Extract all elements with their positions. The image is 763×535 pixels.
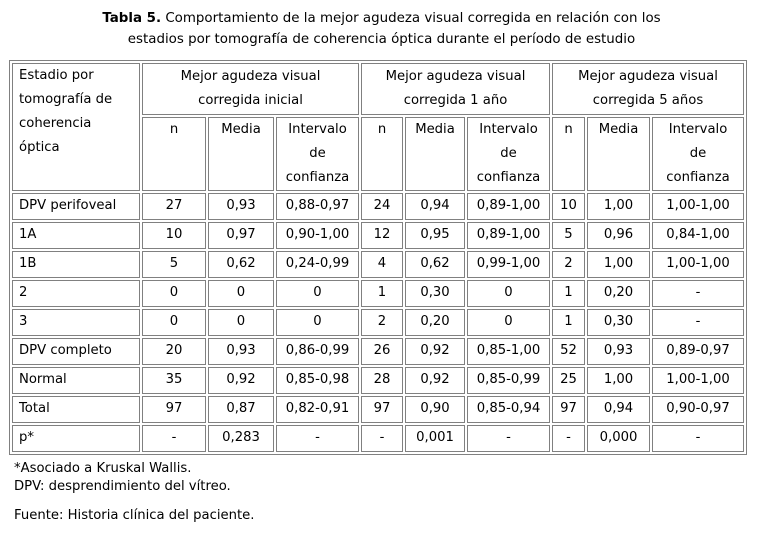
cell-n-5y: 10 <box>552 193 585 220</box>
cell-n-1y: 12 <box>361 222 403 249</box>
subheader-ci-line: confianza <box>476 170 541 185</box>
cell-media-initial: 0 <box>208 280 274 307</box>
subheader-ci <box>652 117 744 191</box>
group-header-initial <box>142 63 359 115</box>
cell-media-initial: 0 <box>208 309 274 336</box>
table-row <box>12 280 744 307</box>
cell-ci-5y: 0,84-1,00 <box>652 222 744 249</box>
row-stage: Normal <box>12 367 140 394</box>
table-row <box>12 251 744 278</box>
table-row <box>12 367 744 394</box>
subheader-n: n <box>361 117 403 191</box>
table-row <box>12 338 744 365</box>
subheader-ci <box>467 117 550 191</box>
cell-media-initial: 0,92 <box>208 367 274 394</box>
cell-media-1y: 0,62 <box>405 251 465 278</box>
subheader-ci-line: confianza <box>285 170 350 185</box>
subheader-ci-line: Intervalo <box>668 122 728 137</box>
cell-media-initial: 0,87 <box>208 396 274 423</box>
subheader-ci-line: Intervalo <box>479 122 538 137</box>
subheader-ci-line: Intervalo <box>288 122 347 137</box>
cell-media-initial: 0,283 <box>208 425 274 452</box>
cell-media-5y: 1,00 <box>587 367 650 394</box>
subheader-media: Media <box>208 117 274 191</box>
cell-media-1y: 0,20 <box>405 309 465 336</box>
cell-n-initial: 35 <box>142 367 206 394</box>
cell-media-5y: 1,00 <box>587 251 650 278</box>
cell-media-1y: 0,90 <box>405 396 465 423</box>
cell-n-initial: 10 <box>142 222 206 249</box>
cell-ci-1y: - <box>467 425 550 452</box>
stage-header-line: óptica <box>19 140 60 155</box>
subheader-media: Media <box>587 117 650 191</box>
cell-ci-5y: 0,89-0,97 <box>652 338 744 365</box>
cell-ci-1y: 0,85-1,00 <box>467 338 550 365</box>
cell-ci-initial: 0,90-1,00 <box>276 222 359 249</box>
cell-media-1y: 0,95 <box>405 222 465 249</box>
table-row <box>12 396 744 423</box>
cell-n-1y: 2 <box>361 309 403 336</box>
stage-header-line: Estadio por <box>19 68 94 83</box>
group-header-line: Mejor agudeza visual <box>385 69 526 84</box>
cell-media-initial: 0,93 <box>208 338 274 365</box>
cell-media-5y: 0,93 <box>587 338 650 365</box>
cell-n-1y: 26 <box>361 338 403 365</box>
cell-ci-1y: 0 <box>467 309 550 336</box>
cell-ci-1y: 0,85-0,99 <box>467 367 550 394</box>
cell-ci-5y: - <box>652 309 744 336</box>
cell-media-1y: 0,001 <box>405 425 465 452</box>
table-row <box>12 193 744 220</box>
cell-n-1y: 1 <box>361 280 403 307</box>
cell-n-initial: 27 <box>142 193 206 220</box>
subheader-media: Media <box>405 117 465 191</box>
cell-n-initial: 97 <box>142 396 206 423</box>
row-stage: DPV completo <box>12 338 140 365</box>
cell-n-5y: 97 <box>552 396 585 423</box>
subheader-ci-line: confianza <box>666 170 730 185</box>
cell-n-5y: 1 <box>552 280 585 307</box>
subheader-ci-line: de <box>500 146 517 161</box>
cell-ci-1y: 0 <box>467 280 550 307</box>
cell-media-initial: 0,93 <box>208 193 274 220</box>
cell-n-initial: - <box>142 425 206 452</box>
cell-ci-initial: 0,88-0,97 <box>276 193 359 220</box>
stage-header-line: tomografía de <box>19 92 113 107</box>
cell-media-initial: 0,97 <box>208 222 274 249</box>
cell-ci-initial: 0 <box>276 309 359 336</box>
cell-media-1y: 0,30 <box>405 280 465 307</box>
cell-ci-initial: 0,24-0,99 <box>276 251 359 278</box>
cell-n-5y: 25 <box>552 367 585 394</box>
note-abbreviation: DPV: desprendimiento del vítreo. <box>14 479 231 494</box>
cell-ci-5y: - <box>652 425 744 452</box>
cell-ci-initial: - <box>276 425 359 452</box>
cell-n-1y: - <box>361 425 403 452</box>
table-row <box>12 222 744 249</box>
cell-media-5y: 1,00 <box>587 193 650 220</box>
subheader-ci <box>276 117 359 191</box>
cell-ci-5y: 1,00-1,00 <box>652 193 744 220</box>
cell-ci-5y: 1,00-1,00 <box>652 367 744 394</box>
caption-text-line1: Comportamiento de la mejor agudeza visual corregida en relación con los <box>161 11 661 26</box>
cell-n-initial: 0 <box>142 280 206 307</box>
cell-media-1y: 0,92 <box>405 338 465 365</box>
subheader-n: n <box>142 117 206 191</box>
caption-label: Tabla 5. <box>102 11 162 26</box>
row-stage: 3 <box>12 309 140 336</box>
cell-ci-1y: 0,89-1,00 <box>467 193 550 220</box>
subheader-n: n <box>552 117 585 191</box>
results-table <box>9 60 747 455</box>
cell-media-initial: 0,62 <box>208 251 274 278</box>
group-header-line: corregida 5 años <box>592 93 704 108</box>
table-caption <box>0 8 763 50</box>
caption-text-line2: estadios por tomografía de coherencia óptica durante el período de estudio <box>127 32 636 47</box>
cell-n-initial: 0 <box>142 309 206 336</box>
note-kruskal-wallis: *Asociado a Kruskal Wallis. <box>14 461 192 476</box>
cell-n-1y: 28 <box>361 367 403 394</box>
cell-ci-initial: 0,85-0,98 <box>276 367 359 394</box>
group-header-1-year <box>361 63 550 115</box>
row-stage: Total <box>12 396 140 423</box>
cell-media-5y: 0,000 <box>587 425 650 452</box>
cell-ci-1y: 0,89-1,00 <box>467 222 550 249</box>
cell-ci-1y: 0,99-1,00 <box>467 251 550 278</box>
cell-n-1y: 24 <box>361 193 403 220</box>
stage-header-line: coherencia <box>19 116 92 131</box>
cell-n-5y: 1 <box>552 309 585 336</box>
cell-ci-5y: 0,90-0,97 <box>652 396 744 423</box>
group-header-line: corregida 1 año <box>403 93 508 108</box>
note-source: Fuente: Historia clínica del paciente. <box>14 508 255 523</box>
stage-header-cell <box>12 63 140 191</box>
cell-ci-5y: - <box>652 280 744 307</box>
group-header-line: Mejor agudeza visual <box>578 69 718 84</box>
subheader-ci-line: de <box>309 146 326 161</box>
cell-ci-1y: 0,85-0,94 <box>467 396 550 423</box>
cell-media-5y: 0,20 <box>587 280 650 307</box>
cell-ci-5y: 1,00-1,00 <box>652 251 744 278</box>
table-row <box>12 309 744 336</box>
row-stage: 1B <box>12 251 140 278</box>
cell-n-5y: 2 <box>552 251 585 278</box>
row-stage: 1A <box>12 222 140 249</box>
table-row <box>12 425 744 452</box>
subheader-ci-line: de <box>689 146 707 161</box>
cell-media-5y: 0,94 <box>587 396 650 423</box>
cell-ci-initial: 0,82-0,91 <box>276 396 359 423</box>
cell-media-5y: 0,30 <box>587 309 650 336</box>
cell-n-5y: - <box>552 425 585 452</box>
cell-media-1y: 0,94 <box>405 193 465 220</box>
group-header-line: corregida inicial <box>198 93 303 108</box>
cell-n-1y: 4 <box>361 251 403 278</box>
group-header-line: Mejor agudeza visual <box>180 69 321 84</box>
row-stage: p* <box>12 425 140 452</box>
cell-media-5y: 0,96 <box>587 222 650 249</box>
cell-n-5y: 5 <box>552 222 585 249</box>
cell-n-1y: 97 <box>361 396 403 423</box>
cell-ci-initial: 0,86-0,99 <box>276 338 359 365</box>
row-stage: 2 <box>12 280 140 307</box>
cell-ci-initial: 0 <box>276 280 359 307</box>
table-notes <box>14 460 254 525</box>
cell-n-initial: 5 <box>142 251 206 278</box>
group-header-5-years <box>552 63 744 115</box>
row-stage: DPV perifoveal <box>12 193 140 220</box>
cell-n-5y: 52 <box>552 338 585 365</box>
cell-media-1y: 0,92 <box>405 367 465 394</box>
cell-n-initial: 20 <box>142 338 206 365</box>
